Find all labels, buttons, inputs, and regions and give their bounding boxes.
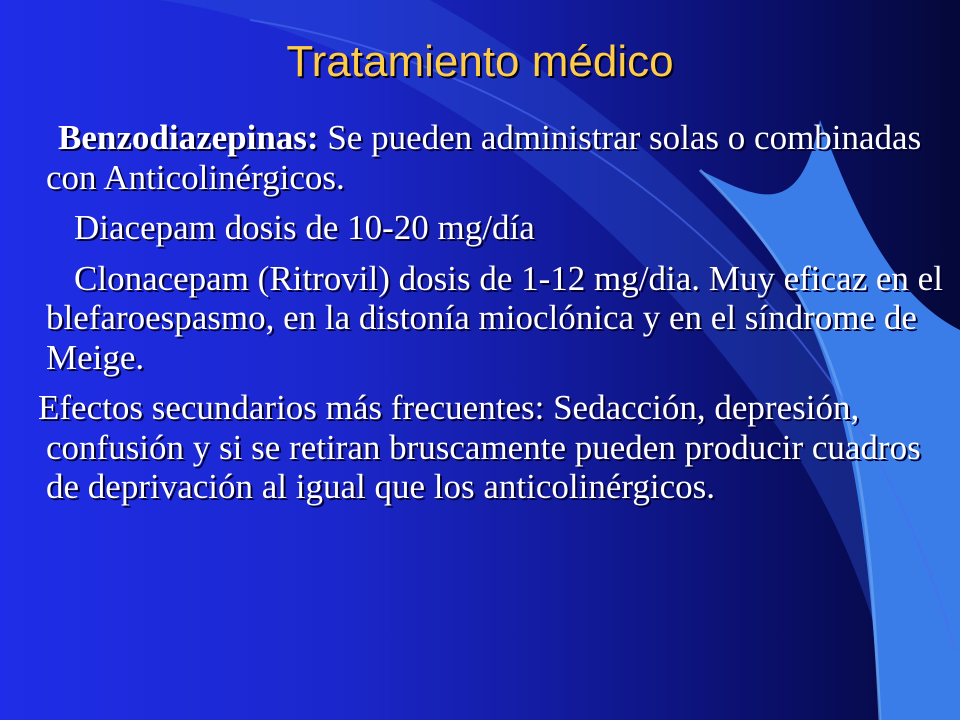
- paragraph-benzodiazepinas: [46, 118, 946, 197]
- paragraph-efectos-secundarios: Efectos secundarios más frecuentes: Sedacción, depresión, confusión y si se retiran bruscamente pueden producir cuadros de deprivación al igual que los anticolinérgicos.: [38, 388, 921, 506]
- slide-title: Tratamiento médico: [286, 37, 674, 86]
- slide-body: [38, 118, 946, 507]
- paragraph-heading: Benzodiazepinas:: [58, 118, 319, 157]
- paragraph-diacepam: Diacepam dosis de 10-20 mg/día: [74, 208, 535, 247]
- paragraph-text: Se pueden administrar solas o combinadas con Anticolinérgicos.: [46, 118, 922, 197]
- paragraph-clonacepam: Clonacepam (Ritrovil) dosis de 1-12 mg/dia. Muy eficaz en el blefaroespasmo, en la distonía mioclónica y en el síndrome de Meige.: [46, 258, 943, 377]
